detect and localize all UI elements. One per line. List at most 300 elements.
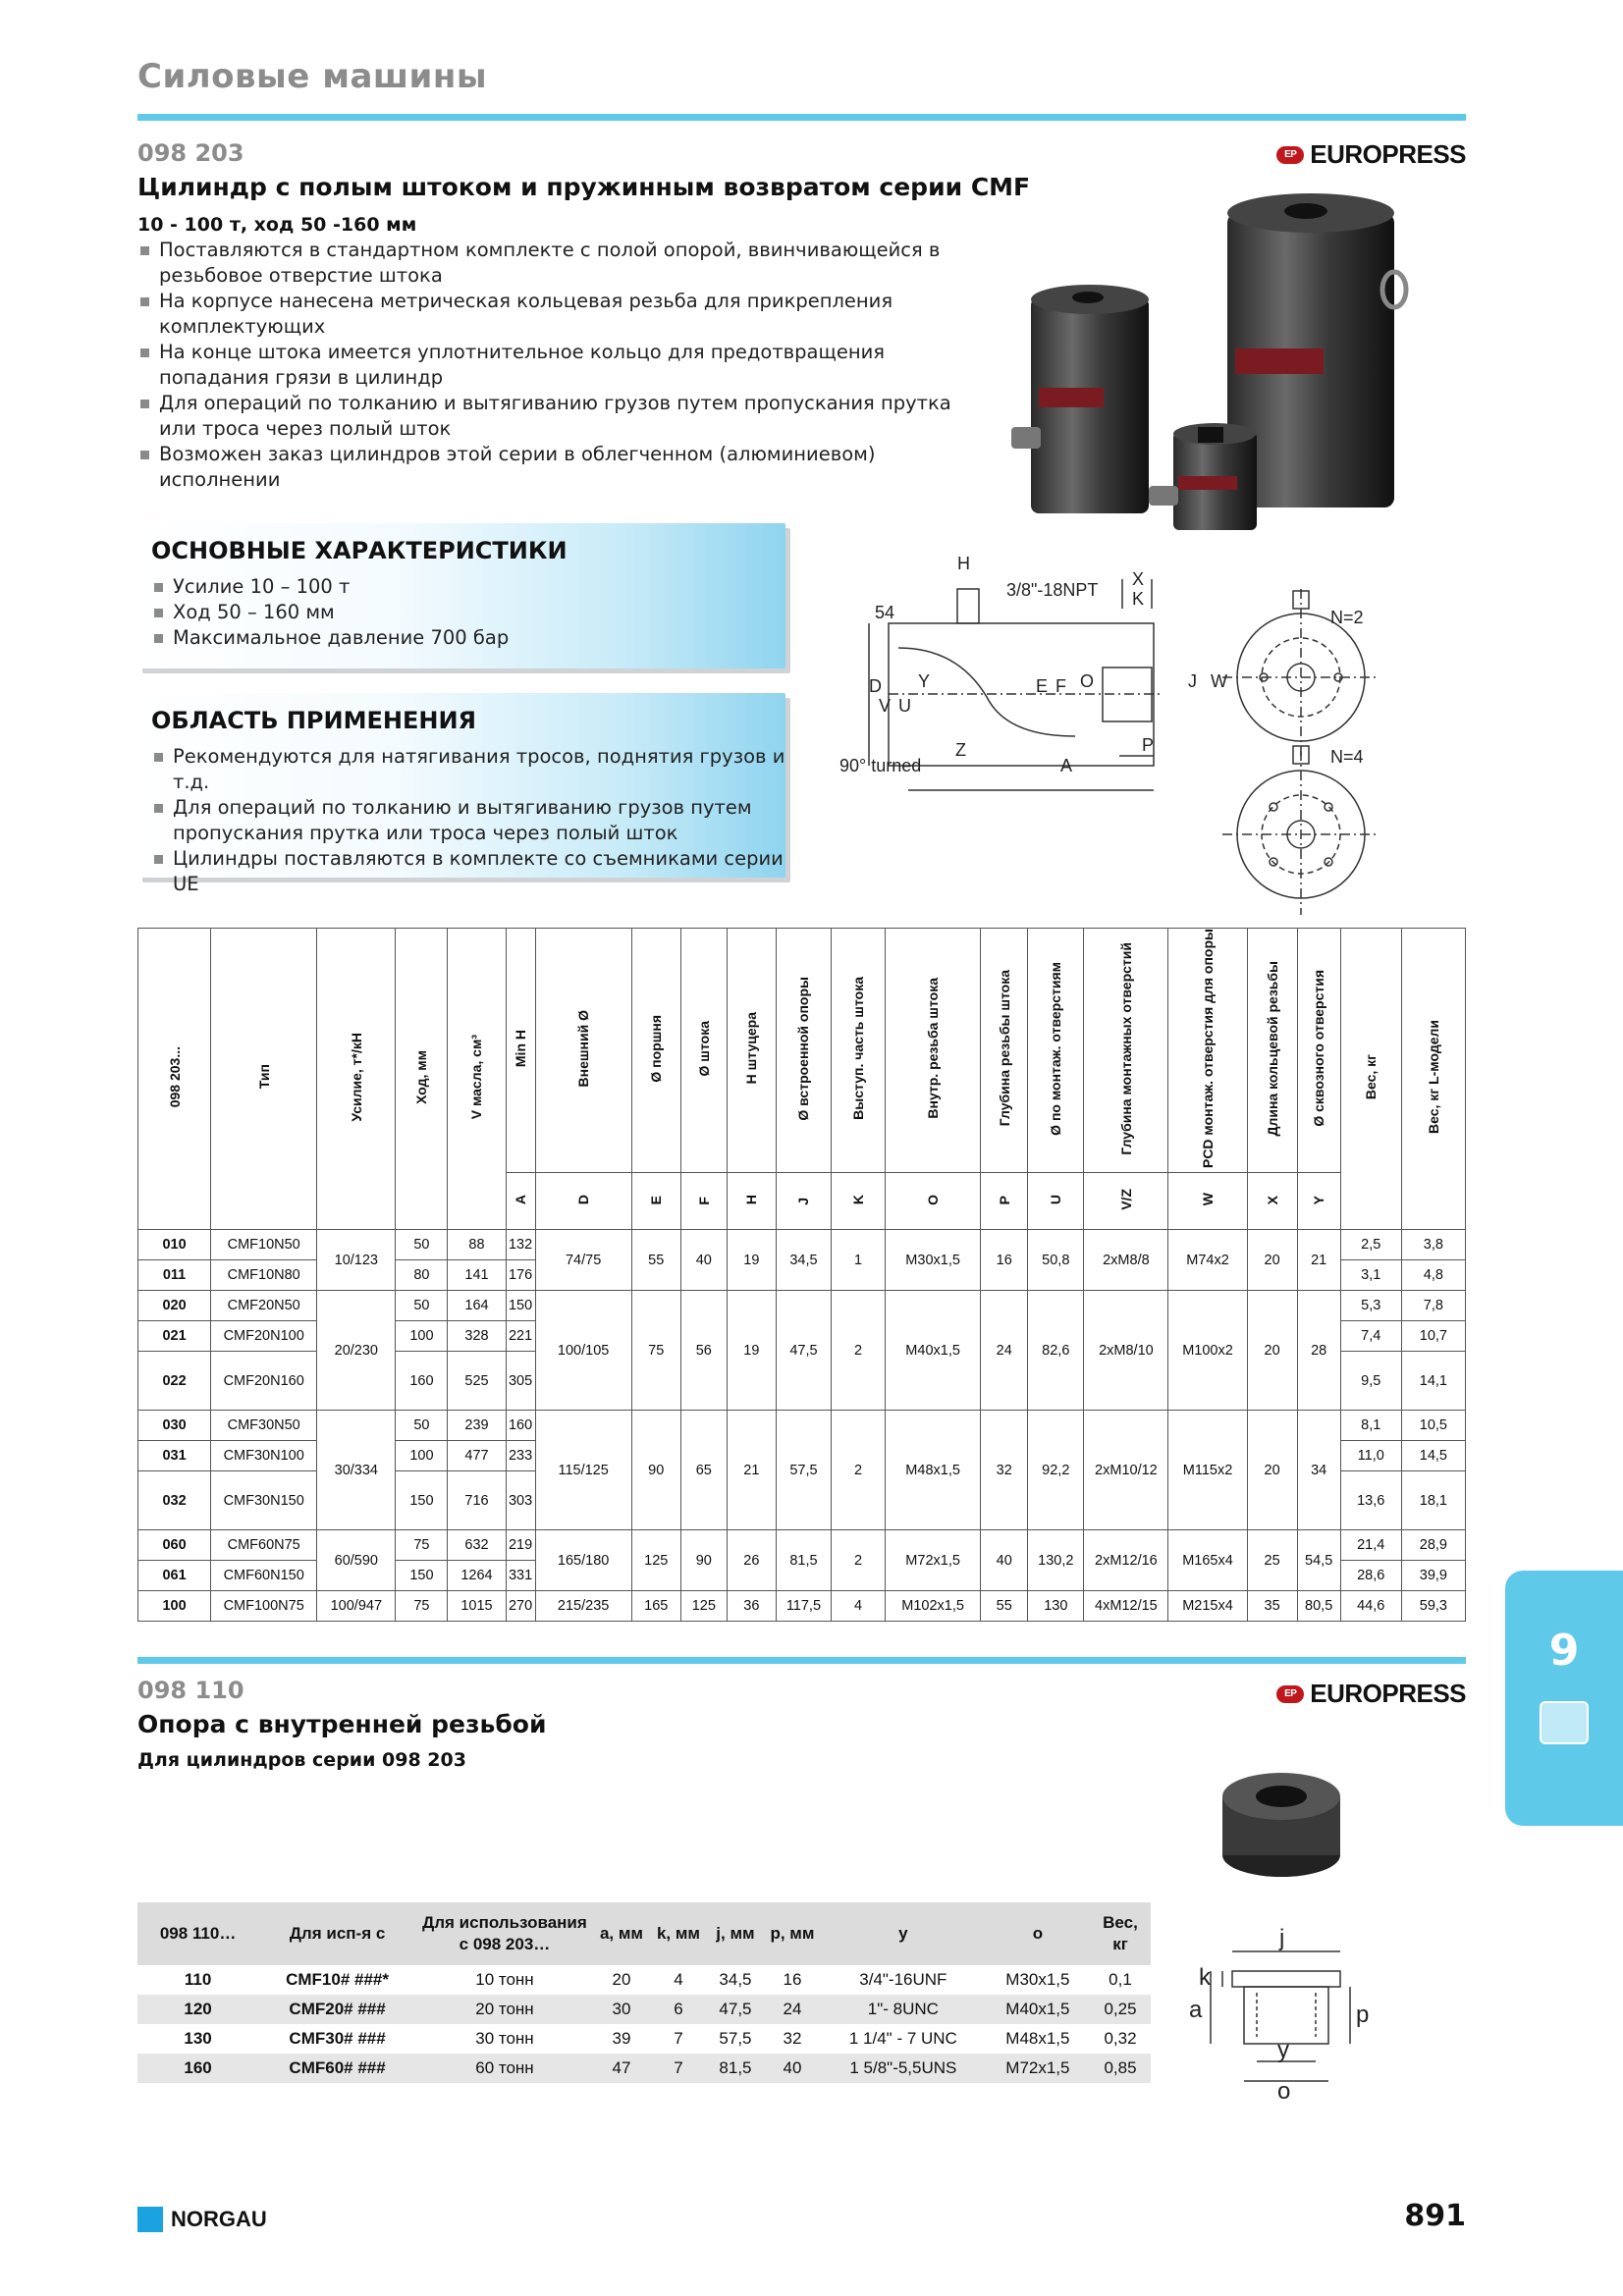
cell-h: 19 bbox=[727, 1230, 776, 1291]
col-header: 098 110… bbox=[137, 1902, 258, 1965]
cell-code: 061 bbox=[138, 1561, 211, 1591]
cell: 160 bbox=[137, 2054, 258, 2083]
cell-code: 032 bbox=[138, 1471, 211, 1530]
cell-force: 30/334 bbox=[317, 1411, 396, 1530]
cell-f: 90 bbox=[680, 1530, 727, 1591]
dim-label-y: Y bbox=[918, 671, 931, 691]
cell: 10 тонн bbox=[475, 1970, 534, 1989]
col-header: PCD монтаж. отверстия для опоры bbox=[1200, 929, 1216, 1169]
cell-weight-l: 4,8 bbox=[1401, 1260, 1465, 1291]
cell-e: 90 bbox=[631, 1411, 680, 1530]
col-header: Вес, кг L-модели bbox=[1425, 1020, 1441, 1134]
cell-e: 165 bbox=[631, 1591, 680, 1622]
application-list bbox=[151, 744, 785, 897]
cell-p: 24 bbox=[981, 1291, 1028, 1411]
table-row bbox=[137, 2054, 1151, 2083]
dim-letter: D bbox=[575, 1195, 592, 1205]
cell-w: M215x4 bbox=[1168, 1591, 1247, 1622]
table-row bbox=[138, 1411, 1466, 1441]
dim-label-h: H bbox=[957, 554, 970, 573]
cell-code: 020 bbox=[138, 1291, 211, 1321]
cell-force: 60/590 bbox=[317, 1530, 396, 1591]
cell-k: 1 bbox=[831, 1230, 885, 1291]
cell-u: 82,6 bbox=[1028, 1291, 1084, 1411]
cell-x: 25 bbox=[1247, 1530, 1297, 1591]
cell-type: CMF30N150 bbox=[211, 1471, 317, 1530]
cell-u: 50,8 bbox=[1028, 1230, 1084, 1291]
col-header: Тип bbox=[255, 1064, 272, 1090]
dim-label-k: k bbox=[1199, 1964, 1211, 1991]
cell-o: M72x1,5 bbox=[886, 1530, 981, 1591]
cell: CMF60# ### bbox=[258, 2054, 416, 2083]
col-header: Вес, кг bbox=[1363, 1053, 1380, 1100]
cell: 39 bbox=[612, 2029, 631, 2048]
cell: 24 bbox=[764, 1995, 821, 2024]
cell-weight: 5,3 bbox=[1340, 1291, 1401, 1321]
cell: 81,5 bbox=[707, 2054, 764, 2083]
section-rule bbox=[137, 114, 1466, 121]
feature-item: Для операций по толканию и вытягиванию грузов путем пропускания прутка или троса через полый шток bbox=[137, 391, 972, 442]
col-header: Длина кольцевой резьбы bbox=[1264, 960, 1280, 1137]
cell-oil: 716 bbox=[448, 1471, 506, 1530]
cell-weight-l: 3,8 bbox=[1401, 1230, 1465, 1260]
cell-minh: 132 bbox=[506, 1230, 535, 1260]
product-title: Цилиндр с полым штоком и пружинным возвратом серии CMF bbox=[137, 173, 1031, 201]
cell-u: 130,2 bbox=[1028, 1530, 1084, 1591]
cell-force: 100/947 bbox=[317, 1591, 396, 1622]
saddle-photo bbox=[1203, 1757, 1360, 1895]
cell-o: M102x1,5 bbox=[886, 1591, 981, 1622]
cell-o: M30x1,5 bbox=[886, 1230, 981, 1291]
cell: M72x1,5 bbox=[986, 2054, 1090, 2083]
cell-x: 35 bbox=[1247, 1591, 1297, 1622]
cell-stroke: 75 bbox=[396, 1591, 448, 1622]
product-subtitle: 10 - 100 т, ход 50 -160 мм bbox=[137, 214, 417, 236]
cell-w: M165x4 bbox=[1168, 1530, 1247, 1591]
feature-item: Поставляются в стандартном комплекте с полой опорой, ввинчивающейся в резьбовое отверстие штока bbox=[137, 238, 972, 289]
cell-p: 16 bbox=[981, 1230, 1028, 1291]
cell-j: 34,5 bbox=[776, 1230, 831, 1291]
cell-weight-l: 28,9 bbox=[1401, 1530, 1465, 1561]
europress-logo bbox=[1276, 139, 1466, 170]
cell-y: 21 bbox=[1297, 1230, 1340, 1291]
cell-x: 20 bbox=[1247, 1230, 1297, 1291]
col-header: j, мм bbox=[707, 1902, 764, 1965]
cell-weight: 28,6 bbox=[1340, 1561, 1401, 1591]
saddle-technical-drawing bbox=[1183, 1924, 1380, 2101]
table-row bbox=[138, 1291, 1466, 1321]
dim-letter: K bbox=[850, 1195, 866, 1205]
section-title: Силовые машины bbox=[137, 57, 488, 96]
dim-label-a: A bbox=[1060, 756, 1073, 775]
cylinder-technical-drawing bbox=[839, 550, 1389, 923]
brand-name: EUROPRESS bbox=[1310, 139, 1466, 169]
dim-label-z: Z bbox=[955, 740, 966, 760]
application-item: Рекомендуются для натягивания тросов, поднятия грузов и т.д. bbox=[151, 744, 785, 795]
cell-x: 20 bbox=[1247, 1291, 1297, 1411]
cell-f: 125 bbox=[680, 1591, 727, 1622]
cell-weight: 7,4 bbox=[1340, 1321, 1401, 1352]
cell-stroke: 50 bbox=[396, 1411, 448, 1441]
cell-oil: 1015 bbox=[448, 1591, 506, 1622]
dim-label-w: W bbox=[1211, 671, 1227, 691]
dim-label-54: 54 bbox=[875, 603, 895, 622]
norgau-square-icon bbox=[137, 2207, 163, 2232]
cell-minh: 160 bbox=[506, 1411, 535, 1441]
dim-label-j: j bbox=[1279, 1925, 1285, 1951]
cell-f: 65 bbox=[680, 1411, 727, 1530]
cell-stroke: 75 bbox=[396, 1530, 448, 1561]
dim-letter: Y bbox=[1311, 1196, 1327, 1205]
cell-y: 54,5 bbox=[1297, 1530, 1340, 1591]
cylinders-photo bbox=[1011, 191, 1463, 545]
dim-label-p: P bbox=[1142, 735, 1155, 755]
product2-subtitle: Для цилиндров серии 098 203 bbox=[137, 1749, 466, 1771]
cell-minh: 176 bbox=[506, 1260, 535, 1291]
cell: 6 bbox=[650, 1995, 707, 2024]
cell-d: 115/125 bbox=[535, 1411, 631, 1530]
cell-minh: 233 bbox=[506, 1441, 535, 1471]
product2-title: Опора с внутренней резьбой bbox=[137, 1710, 547, 1738]
dim-letter: F bbox=[695, 1196, 712, 1205]
cylinder-spec-table bbox=[137, 928, 1466, 1622]
cell-code: 011 bbox=[138, 1260, 211, 1291]
col-header: Глубина резьбы штока bbox=[996, 970, 1012, 1127]
europress-mark-icon: EP bbox=[1276, 146, 1304, 164]
dim-letter: W bbox=[1200, 1192, 1216, 1206]
cell-h: 19 bbox=[727, 1291, 776, 1411]
feature-item: Возможен заказ цилиндров этой серии в облегченном (алюминиевом) исполнении bbox=[137, 442, 972, 493]
feature-item: На корпусе нанесена метрическая кольцевая резьба для прикрепления комплектующих bbox=[137, 289, 972, 340]
chapter-tab[interactable] bbox=[1505, 1571, 1623, 1826]
cell-weight-l: 39,9 bbox=[1401, 1561, 1465, 1591]
table-row bbox=[137, 1995, 1151, 2024]
card-heading: ОСНОВНЫЕ ХАРАКТЕРИСТИКИ bbox=[151, 537, 568, 564]
col-header: Min H bbox=[513, 1029, 529, 1068]
cell-type: CMF10N80 bbox=[211, 1260, 317, 1291]
cell-y: 80,5 bbox=[1297, 1591, 1340, 1622]
cell-type: CMF20N160 bbox=[211, 1352, 317, 1411]
col-header: Вес, кг bbox=[1090, 1902, 1151, 1965]
cell-h: 36 bbox=[727, 1591, 776, 1622]
footer-brand: NORGAU bbox=[171, 2207, 267, 2231]
cell-w: M100x2 bbox=[1168, 1291, 1247, 1411]
cell-j: 81,5 bbox=[776, 1530, 831, 1591]
cell-stroke: 150 bbox=[396, 1471, 448, 1530]
cell-h: 26 bbox=[727, 1530, 776, 1591]
dim-label-a: a bbox=[1189, 1997, 1203, 2023]
dim-label-e: E bbox=[1036, 676, 1049, 696]
col-header: Ø встроенной опоры bbox=[795, 976, 812, 1121]
cell-code: 060 bbox=[138, 1530, 211, 1561]
card-heading: ОБЛАСТЬ ПРИМЕНЕНИЯ bbox=[151, 707, 477, 734]
cell-code: 010 bbox=[138, 1230, 211, 1260]
col-header: H штуцера bbox=[743, 1012, 760, 1085]
cell-oil: 632 bbox=[448, 1530, 506, 1561]
col-header: p, мм bbox=[764, 1902, 821, 1965]
cell-minh: 150 bbox=[506, 1291, 535, 1321]
cell-code: 021 bbox=[138, 1321, 211, 1352]
dim-label-u: U bbox=[898, 696, 911, 716]
table-row bbox=[138, 1530, 1466, 1561]
cell-minh: 303 bbox=[506, 1471, 535, 1530]
cell-type: CMF60N75 bbox=[211, 1530, 317, 1561]
cell-u: 92,2 bbox=[1028, 1411, 1084, 1530]
main-characteristics-card bbox=[137, 523, 785, 668]
col-header: Ø поршня bbox=[648, 1014, 665, 1083]
characteristic-item: Ход 50 – 160 мм bbox=[151, 600, 785, 625]
dim-label-o: o bbox=[1277, 2078, 1291, 2101]
cell: 57,5 bbox=[719, 2029, 752, 2048]
dim-letter: O bbox=[925, 1194, 942, 1205]
dim-label-o: O bbox=[1080, 671, 1095, 691]
col-header: Внешний Ø bbox=[575, 1009, 592, 1088]
cell: 4 bbox=[674, 1970, 683, 1989]
cell-k: 2 bbox=[831, 1530, 885, 1591]
section-rule-2 bbox=[137, 1657, 1466, 1664]
table-row bbox=[138, 1230, 1466, 1260]
cell-type: CMF100N75 bbox=[211, 1591, 317, 1622]
cell-oil: 164 bbox=[448, 1291, 506, 1321]
dim-label-d: D bbox=[869, 676, 882, 696]
cell-k: 2 bbox=[831, 1411, 885, 1530]
dim-label-k: K bbox=[1132, 589, 1145, 609]
cell-d: 100/105 bbox=[535, 1291, 631, 1411]
col-header: k, мм bbox=[650, 1902, 707, 1965]
cell: 30 bbox=[593, 1995, 650, 2024]
cell: 20 bbox=[612, 1970, 631, 1989]
dim-label-f: F bbox=[1055, 676, 1066, 696]
cell-weight: 2,5 bbox=[1340, 1230, 1401, 1260]
cell-o: M48x1,5 bbox=[886, 1411, 981, 1530]
cell-vz: 2xM8/8 bbox=[1084, 1230, 1168, 1291]
cell: 47,5 bbox=[707, 1995, 764, 2024]
cell: 130 bbox=[184, 2029, 212, 2048]
cell-u: 130 bbox=[1028, 1591, 1084, 1622]
hydraulic-tools-icon bbox=[1540, 1701, 1589, 1744]
cell: 110 bbox=[184, 1970, 212, 1989]
table-row bbox=[137, 2024, 1151, 2054]
cell-type: CMF20N100 bbox=[211, 1321, 317, 1352]
cell-code: 100 bbox=[138, 1591, 211, 1622]
cell-weight: 3,1 bbox=[1340, 1260, 1401, 1291]
cell-type: CMF10N50 bbox=[211, 1230, 317, 1260]
table-row bbox=[137, 1965, 1151, 1995]
dim-label-x: X bbox=[1132, 569, 1145, 589]
col-header: Ø сквозного отверстия bbox=[1311, 970, 1327, 1127]
cell-y: 34 bbox=[1297, 1411, 1340, 1530]
product2-code: 098 110 bbox=[137, 1677, 244, 1704]
col-header: 098 203... bbox=[166, 1045, 183, 1108]
cell-stroke: 150 bbox=[396, 1561, 448, 1591]
col-header: o bbox=[986, 1902, 1090, 1965]
cell-weight: 9,5 bbox=[1340, 1352, 1401, 1411]
cell: 120 bbox=[137, 1995, 258, 2024]
page-number: 891 bbox=[1404, 2199, 1466, 2233]
dim-letter: J bbox=[795, 1197, 812, 1205]
cell: 16 bbox=[783, 1970, 802, 1989]
dim-letter: H bbox=[743, 1195, 760, 1205]
dim-label-j: J bbox=[1188, 671, 1197, 691]
cell-weight-l: 10,5 bbox=[1401, 1411, 1465, 1441]
cell-p: 32 bbox=[981, 1411, 1028, 1530]
cell-weight-l: 7,8 bbox=[1401, 1291, 1465, 1321]
dim-label-v: V bbox=[879, 696, 892, 716]
chapter-number: 9 bbox=[1548, 1626, 1580, 1676]
application-item: Цилиндры поставляются в комплекте со съемниками серии UE bbox=[151, 846, 785, 897]
cell-y: 28 bbox=[1297, 1291, 1340, 1411]
cell-e: 75 bbox=[631, 1291, 680, 1411]
cell-stroke: 100 bbox=[396, 1321, 448, 1352]
characteristics-list bbox=[151, 574, 785, 651]
cell-oil: 239 bbox=[448, 1411, 506, 1441]
cell-weight-l: 14,5 bbox=[1401, 1441, 1465, 1471]
cell: 1 1/4" - 7 UNC bbox=[848, 2029, 957, 2048]
cell-p: 40 bbox=[981, 1530, 1028, 1591]
cell-w: M74x2 bbox=[1168, 1230, 1247, 1291]
cell-weight-l: 59,3 bbox=[1401, 1591, 1465, 1622]
cell-weight-l: 14,1 bbox=[1401, 1352, 1465, 1411]
cell-weight: 13,6 bbox=[1340, 1471, 1401, 1530]
cell-k: 4 bbox=[831, 1591, 885, 1622]
cell-oil: 141 bbox=[448, 1260, 506, 1291]
cell: 0,32 bbox=[1104, 2029, 1137, 2048]
cell-minh: 305 bbox=[506, 1352, 535, 1411]
cell-vz: 2xM12/16 bbox=[1084, 1530, 1168, 1591]
cell: 30 тонн bbox=[475, 2029, 534, 2048]
col-header: Усилие, т*/кН bbox=[348, 1032, 364, 1122]
cell-e: 125 bbox=[631, 1530, 680, 1591]
feature-item: На конце штока имеется уплотнительное кольцо для предотвращения попадания грязи в цилиндр bbox=[137, 340, 972, 391]
europress-mark-icon: EP bbox=[1276, 1685, 1304, 1703]
cell: M48x1,5 bbox=[1005, 2029, 1070, 2048]
norgau-logo bbox=[137, 2207, 267, 2232]
cell-type: CMF30N100 bbox=[211, 1441, 317, 1471]
cell: 47 bbox=[593, 2054, 650, 2083]
cell-stroke: 100 bbox=[396, 1441, 448, 1471]
col-header: Глубина монтажных отверстий bbox=[1117, 941, 1134, 1155]
cell-stroke: 50 bbox=[396, 1230, 448, 1260]
cell-force: 10/123 bbox=[317, 1230, 396, 1291]
npt-label: 3/8"-18NPT bbox=[1006, 580, 1099, 600]
cell-f: 40 bbox=[680, 1230, 727, 1291]
cell: CMF30# ### bbox=[289, 2029, 386, 2048]
cell-j: 57,5 bbox=[776, 1411, 831, 1530]
dim-letter: U bbox=[1048, 1195, 1064, 1205]
cell-w: M115x2 bbox=[1168, 1411, 1247, 1530]
turned-label: 90° turned bbox=[839, 756, 922, 775]
cell-j: 117,5 bbox=[776, 1591, 831, 1622]
dim-label-y: y bbox=[1277, 2037, 1289, 2063]
characteristic-item: Максимальное давление 700 бар bbox=[151, 625, 785, 651]
dim-letter: E bbox=[648, 1196, 665, 1205]
cell-weight: 8,1 bbox=[1340, 1411, 1401, 1441]
cell-oil: 525 bbox=[448, 1352, 506, 1411]
cell: 3/4"-16UNF bbox=[859, 1970, 947, 1989]
cell-weight: 11,0 bbox=[1340, 1441, 1401, 1471]
col-header: V масла, см³ bbox=[468, 1034, 485, 1120]
col-header: a, мм bbox=[593, 1902, 650, 1965]
saddle-spec-table bbox=[137, 1902, 1151, 2083]
cell: M40x1,5 bbox=[986, 1995, 1090, 2024]
col-header: Ø по монтаж. отверстиям bbox=[1048, 961, 1064, 1136]
application-area-card bbox=[137, 693, 785, 895]
brand-name: EUROPRESS bbox=[1310, 1679, 1466, 1708]
cell-code: 022 bbox=[138, 1352, 211, 1411]
cell: 1"- 8UNC bbox=[821, 1995, 986, 2024]
dim-letter: V/Z bbox=[1117, 1188, 1134, 1210]
cell-stroke: 80 bbox=[396, 1260, 448, 1291]
cell: 32 bbox=[783, 2029, 802, 2048]
n2-label: N=2 bbox=[1330, 608, 1364, 627]
characteristic-item: Усилие 10 – 100 т bbox=[151, 574, 785, 600]
cell-x: 20 bbox=[1247, 1411, 1297, 1530]
cell-vz: 2xM10/12 bbox=[1084, 1411, 1168, 1530]
col-header: Ø штока bbox=[695, 1020, 712, 1077]
n4-label: N=4 bbox=[1330, 747, 1364, 767]
table-row bbox=[138, 1591, 1466, 1622]
col-header: Внутр. резьба штока bbox=[925, 978, 942, 1119]
cell-minh: 219 bbox=[506, 1530, 535, 1561]
cell-force: 20/230 bbox=[317, 1291, 396, 1411]
cell: 1 5/8"-5,5UNS bbox=[821, 2054, 986, 2083]
feature-list bbox=[137, 238, 972, 493]
cell-stroke: 50 bbox=[396, 1291, 448, 1321]
dim-label-p: p bbox=[1356, 2002, 1370, 2028]
col-header: Выступ. часть штока bbox=[850, 977, 866, 1120]
col-header: y bbox=[821, 1902, 986, 1965]
cell-d: 215/235 bbox=[535, 1591, 631, 1622]
cell-minh: 331 bbox=[506, 1561, 535, 1591]
cell-stroke: 160 bbox=[396, 1352, 448, 1411]
cell: 0,1 bbox=[1109, 1970, 1132, 1989]
cell: M30x1,5 bbox=[1005, 1970, 1070, 1989]
cell-oil: 1264 bbox=[448, 1561, 506, 1591]
cell-weight: 44,6 bbox=[1340, 1591, 1401, 1622]
col-header: Для использования с 098 203… bbox=[416, 1902, 593, 1965]
cell-vz: 4xM12/15 bbox=[1084, 1591, 1168, 1622]
cell-weight: 21,4 bbox=[1340, 1530, 1401, 1561]
cell-type: CMF20N50 bbox=[211, 1291, 317, 1321]
cell-weight-l: 18,1 bbox=[1401, 1471, 1465, 1530]
cell-type: CMF60N150 bbox=[211, 1561, 317, 1591]
cell-e: 55 bbox=[631, 1230, 680, 1291]
cell: 0,85 bbox=[1090, 2054, 1151, 2083]
cell-d: 165/180 bbox=[535, 1530, 631, 1591]
cell: 34,5 bbox=[719, 1970, 752, 1989]
cell-code: 030 bbox=[138, 1411, 211, 1441]
cell-d: 74/75 bbox=[535, 1230, 631, 1291]
dim-letter: X bbox=[1264, 1196, 1280, 1205]
cell-j: 47,5 bbox=[776, 1291, 831, 1411]
cell: 40 bbox=[764, 2054, 821, 2083]
cell-f: 56 bbox=[680, 1291, 727, 1411]
cell-minh: 270 bbox=[506, 1591, 535, 1622]
dim-letter: P bbox=[996, 1196, 1012, 1205]
cell-p: 55 bbox=[981, 1591, 1028, 1622]
product-code: 098 203 bbox=[137, 139, 244, 167]
cell-oil: 88 bbox=[448, 1230, 506, 1260]
cell-oil: 328 bbox=[448, 1321, 506, 1352]
dim-letter: A bbox=[513, 1195, 529, 1205]
cell-code: 031 bbox=[138, 1441, 211, 1471]
cell-type: CMF30N50 bbox=[211, 1411, 317, 1441]
application-item: Для операций по толканию и вытягиванию грузов путем пропускания прутка или троса через полый шток bbox=[151, 795, 785, 846]
cell-h: 21 bbox=[727, 1411, 776, 1530]
cell-minh: 221 bbox=[506, 1321, 535, 1352]
cell-k: 2 bbox=[831, 1291, 885, 1411]
cell: 0,25 bbox=[1090, 1995, 1151, 2024]
